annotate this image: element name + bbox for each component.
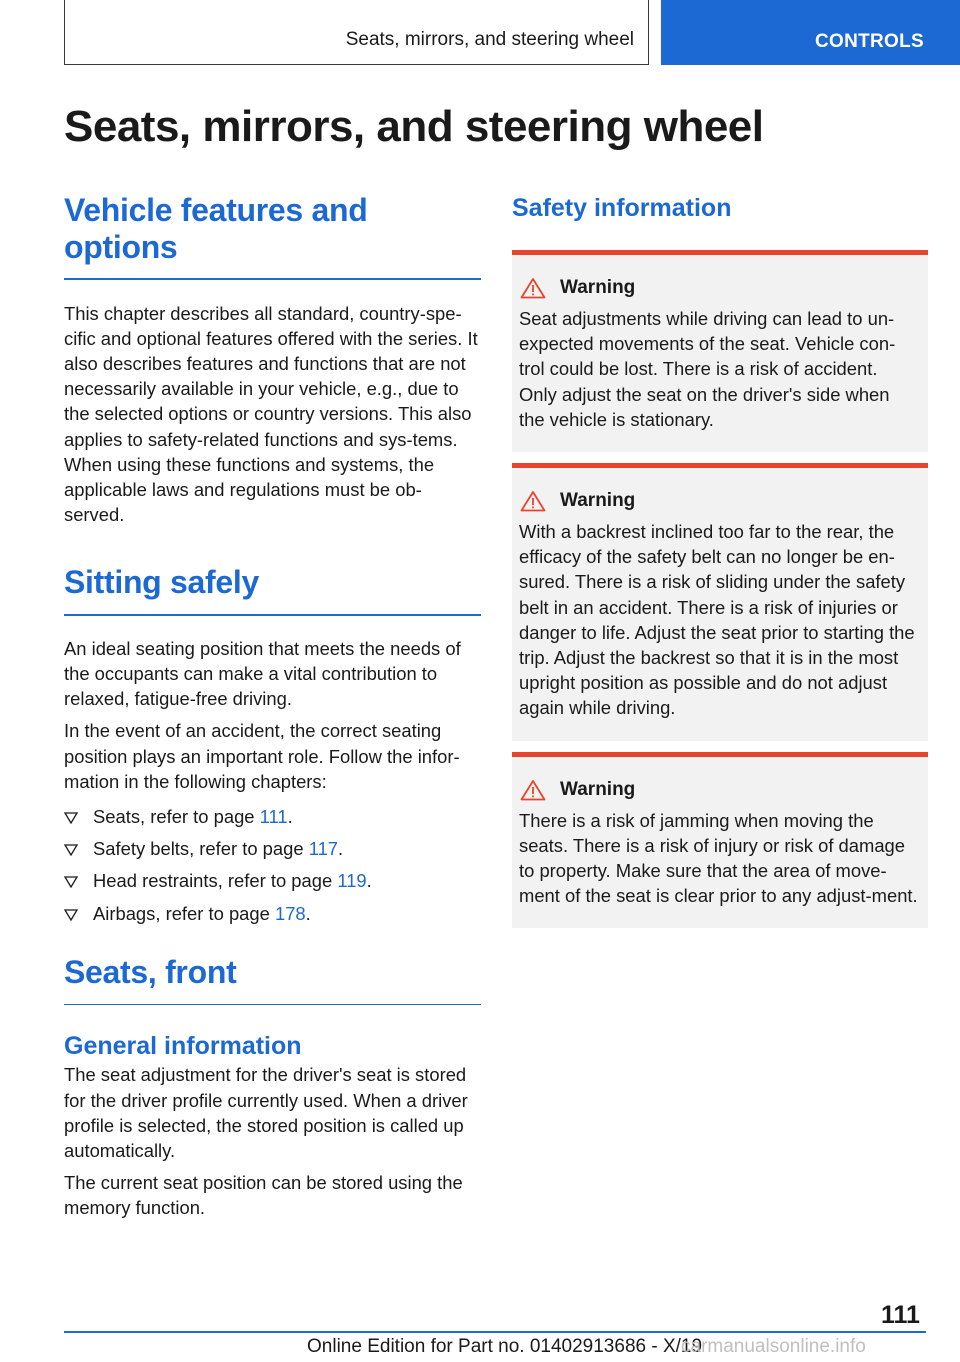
list-item-text: Safety belts, refer to page <box>93 838 309 860</box>
seats-front-p1: The seat adjustment for the driver's seat is stored for the driver profile currently used. When a driver profile is selected, the stored position is called up automatically. <box>64 1064 468 1161</box>
list-item-text: Seats, refer to page <box>93 806 260 828</box>
heading-vehicle-features <box>64 192 481 266</box>
warning-text: There is a risk of jamming when moving the seats. There is a risk of injury or risk of damage to property. Make sure that the area of move-ment of the seat is clear prior to any adjust-ment. <box>519 809 918 907</box>
triangle-bullet-icon <box>64 812 78 824</box>
header-section-title: Seats, mirrors, and steering wheel <box>345 29 634 50</box>
heading-safety-information: Safety information <box>512 194 732 222</box>
heading-line-2: options <box>64 229 178 265</box>
warning-box <box>512 752 928 929</box>
section-seats-front <box>64 954 481 1221</box>
header-chapter-tab[interactable] <box>661 0 960 65</box>
footer-edition: Online Edition for Part no. 01402913686 - X/19 <box>307 1336 703 1357</box>
footer-watermark: carmanualsonline.info <box>681 1336 866 1357</box>
seats-front-p2: The current seat position can be stored using the memory function. <box>64 1172 463 1219</box>
page-link-seats[interactable]: 111 <box>259 806 288 828</box>
section-rule <box>64 278 481 280</box>
heading-sitting-safely: Sitting safely <box>64 564 259 601</box>
warning-triangle-icon <box>520 490 546 512</box>
chapter-reference-list <box>64 804 481 926</box>
left-column <box>64 192 481 1221</box>
warning-header <box>519 277 920 299</box>
list-item: Seats, refer to page 111. <box>64 804 481 829</box>
warning-triangle-icon <box>520 277 546 299</box>
section-rule <box>64 614 481 616</box>
warning-text: Seat adjustments while driving can lead to un-expected movements of the seat. Vehicle con-trol could be lost. There is a risk of accident. Only adjust the seat on the driver's side when the vehicle is stationary. <box>519 308 896 430</box>
list-item: Airbags, refer to page 178. <box>64 901 481 926</box>
sitting-safely-p1: An ideal seating position that meets the needs of the occupants can make a vital contribution to relaxed, fatigue-free driving. <box>64 637 461 710</box>
list-item: Head restraints, refer to page 119. <box>64 868 481 893</box>
warning-triangle-icon <box>520 779 546 801</box>
sitting-safely-p2: In the event of an accident, the correct seating position plays an important role. Follow the infor-mation in the following chapters: <box>64 720 460 792</box>
right-column <box>512 192 928 928</box>
warning-title: Warning <box>560 778 636 800</box>
footer-rule <box>64 1331 926 1333</box>
triangle-bullet-icon <box>64 844 78 856</box>
page-link-head-restraints[interactable]: 119 <box>337 870 367 892</box>
warning-header <box>519 779 920 801</box>
heading-general-information: General information <box>64 1032 302 1061</box>
section-rule <box>64 1004 481 1006</box>
list-item-text: Airbags, refer to page <box>93 902 275 924</box>
list-item: Safety belts, refer to page 117. <box>64 836 481 861</box>
warning-box <box>512 463 928 741</box>
warning-box <box>512 250 928 452</box>
section-sitting-safely <box>64 564 481 926</box>
section-vehicle-features <box>64 192 481 527</box>
heading-line-1: Vehicle features and <box>64 192 368 228</box>
list-item-text: Head restraints, refer to page <box>93 870 338 892</box>
heading-seats-front: Seats, front <box>64 953 237 990</box>
page-link-airbags[interactable]: 178 <box>274 902 306 924</box>
warning-title: Warning <box>560 277 636 298</box>
triangle-bullet-icon <box>64 876 78 888</box>
header-section-box <box>64 0 649 65</box>
vehicle-features-body: This chapter describes all standard, country-spe-cific and optional features offered with the series. It also describes features and functions that are not necessarily available in your vehicle, e.g., due to the selected options or country versions. This also applies to safety-related functions and sys-tems. When using these functions and systems, the applicable laws and regulations must be ob-served. <box>64 302 478 526</box>
warning-title: Warning <box>560 490 636 512</box>
triangle-bullet-icon <box>64 909 78 921</box>
page-number: 111 <box>881 1301 920 1329</box>
header-chapter-label: CONTROLS <box>815 31 925 52</box>
page-link-safety-belts[interactable]: 117 <box>308 838 339 860</box>
warning-header <box>519 490 920 512</box>
page-title: Seats, mirrors, and steering wheel <box>64 102 764 151</box>
warning-text: With a backrest inclined too far to the rear, the efficacy of the safety belt can no longer be en-sured. There is a risk of sliding under the safety belt in an accident. There is a risk of injuries or danger to life. Adjust the seat prior to starting the trip. Adjust the backrest so that it is in the most upright position as possible and do not adjust again while driving. <box>519 521 915 719</box>
